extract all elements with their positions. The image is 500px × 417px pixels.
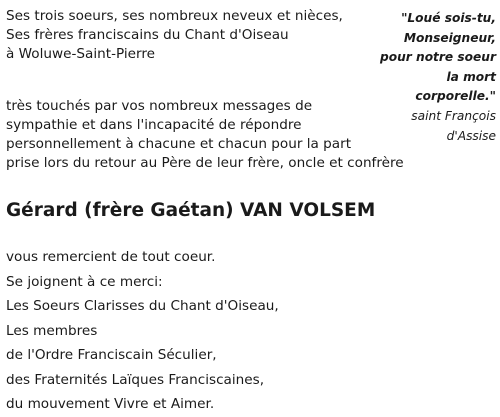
quote-line: Monseigneur, — [403, 30, 496, 45]
intro-line: Ses trois soeurs, ses nombreux neveux et nièces, — [6, 8, 343, 24]
message-line: sympathie et dans l'incapacité de répondre — [6, 117, 302, 133]
quote-line: la mort — [446, 69, 496, 84]
deceased-name: Gérard (frère Gaétan) VAN VOLSEM — [6, 200, 376, 221]
thanks-line: vous remercient de tout coeur. — [6, 249, 216, 265]
intro-paragraph — [6, 7, 343, 64]
thanks-line: Se joignent à ce merci: — [6, 273, 163, 290]
quote-line: "Loué sois-tu, — [401, 11, 496, 25]
message-line: personnellement à chacune et chacun pour la part — [6, 136, 352, 152]
thanks-line: du mouvement Vivre et Aimer. — [6, 396, 215, 412]
thanks-paragraph — [6, 245, 279, 417]
quote-line: pour notre soeur — [379, 50, 496, 65]
message-paragraph — [6, 97, 404, 173]
quote-attribution: d'Assise — [446, 128, 496, 143]
message-line: très touchés par vos nombreux messages de — [6, 98, 313, 114]
thanks-line: des Fraternités Laïques Franciscaines, — [6, 371, 265, 388]
thanks-line: Les Soeurs Clarisses du Chant d'Oiseau, — [6, 298, 279, 314]
message-line: prise lors du retour au Père de leur frère, oncle et confrère — [6, 155, 404, 171]
quote-line: corporelle." — [415, 89, 496, 104]
thanks-line: Les membres — [6, 322, 98, 339]
thanks-line: de l'Ordre Franciscain Séculier, — [6, 347, 217, 363]
intro-line: Ses frères franciscains du Chant d'Oiseau — [6, 27, 289, 43]
intro-line: à Woluwe-Saint-Pierre — [6, 46, 156, 62]
quote-attribution: saint François — [411, 108, 496, 123]
